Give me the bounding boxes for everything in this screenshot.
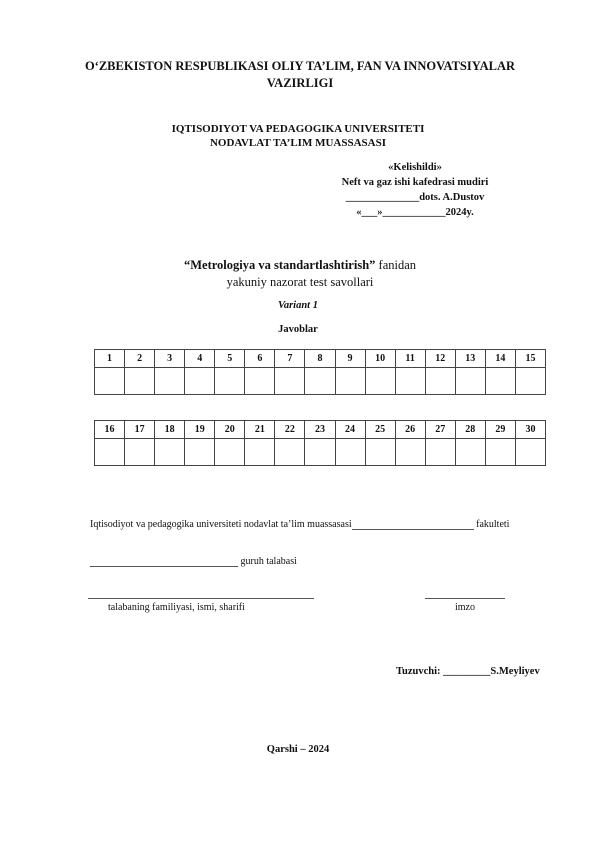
footer-place-year: Qarshi – 2024 — [266, 744, 330, 755]
answer-number-cell: 12 — [425, 350, 455, 368]
answer-input-cell[interactable] — [455, 439, 485, 466]
answer-table-2-numbers — [95, 421, 546, 439]
answer-input-cell[interactable] — [455, 368, 485, 395]
variant-label: Variant 1 — [278, 300, 318, 311]
approval-title: «Kelishildi» — [388, 162, 442, 173]
answer-table-1 — [94, 349, 546, 395]
answer-input-cell[interactable] — [515, 368, 545, 395]
answer-number-cell: 11 — [395, 350, 425, 368]
faculty-text: Iqtisodiyot va pedagogika universiteti nodavlat ta’lim muassasasi — [90, 519, 352, 530]
answer-number-cell: 17 — [125, 421, 155, 439]
answer-input-cell[interactable] — [425, 368, 455, 395]
answer-number-cell: 21 — [245, 421, 275, 439]
subject-name: “Metrologiya va standartlashtirish” — [183, 258, 376, 272]
answer-number-cell: 26 — [395, 421, 425, 439]
answer-input-cell[interactable] — [275, 368, 305, 395]
compiler-label: Tuzuvchi: — [396, 666, 441, 677]
answer-number-cell: 14 — [485, 350, 515, 368]
answer-input-cell[interactable] — [425, 439, 455, 466]
answer-number-cell: 23 — [305, 421, 335, 439]
subject-line-2: yakuniy nazorat test savollari — [226, 275, 374, 289]
answer-input-cell[interactable] — [155, 439, 185, 466]
answer-number-cell: 20 — [215, 421, 245, 439]
answer-input-cell[interactable] — [515, 439, 545, 466]
faculty-suffix: fakulteti — [476, 519, 510, 530]
answer-input-cell[interactable] — [365, 439, 395, 466]
compiler-blank: _________ — [443, 666, 491, 677]
compiler-name: S.Meyliyev — [490, 666, 540, 677]
answer-number-cell: 15 — [515, 350, 545, 368]
answer-input-cell[interactable] — [125, 368, 155, 395]
answer-input-cell[interactable] — [335, 368, 365, 395]
answer-number-cell: 4 — [185, 350, 215, 368]
answer-input-cell[interactable] — [185, 368, 215, 395]
answer-number-cell: 27 — [425, 421, 455, 439]
answer-number-cell: 28 — [455, 421, 485, 439]
answer-input-cell[interactable] — [335, 439, 365, 466]
answer-number-cell: 16 — [95, 421, 125, 439]
answer-input-cell[interactable] — [305, 368, 335, 395]
answer-input-cell[interactable] — [245, 439, 275, 466]
approval-line-3: «___»____________2024y. — [356, 207, 474, 218]
compiler-line — [396, 666, 540, 677]
faculty-line — [90, 518, 509, 530]
subject-suffix: fanidan — [375, 258, 417, 272]
approval-line-1: Neft va gaz ishi kafedrasi mudiri — [341, 177, 489, 188]
answer-input-cell[interactable] — [485, 439, 515, 466]
answer-input-cell[interactable] — [365, 368, 395, 395]
answer-number-cell: 3 — [155, 350, 185, 368]
answer-input-cell[interactable] — [95, 368, 125, 395]
answer-table-2 — [94, 420, 546, 466]
faculty-blank[interactable] — [352, 518, 474, 530]
answer-number-cell: 19 — [185, 421, 215, 439]
answer-number-cell: 7 — [275, 350, 305, 368]
subject-block — [150, 257, 450, 291]
answer-input-cell[interactable] — [155, 368, 185, 395]
answer-input-cell[interactable] — [395, 439, 425, 466]
answer-number-cell: 25 — [365, 421, 395, 439]
answer-number-cell: 1 — [95, 350, 125, 368]
answer-number-cell: 29 — [485, 421, 515, 439]
signature-blank[interactable] — [425, 598, 505, 599]
answer-input-cell[interactable] — [95, 439, 125, 466]
university-name — [0, 122, 596, 150]
answer-input-cell[interactable] — [245, 368, 275, 395]
answer-number-cell: 13 — [455, 350, 485, 368]
answer-number-cell: 18 — [155, 421, 185, 439]
answer-input-cell[interactable] — [395, 368, 425, 395]
answer-number-cell: 8 — [305, 350, 335, 368]
answer-number-cell: 22 — [275, 421, 305, 439]
group-blank[interactable] — [90, 555, 238, 567]
answer-number-cell: 6 — [245, 350, 275, 368]
answer-table-1-numbers — [95, 350, 546, 368]
ministry-title: O‘ZBEKISTON RESPUBLIKASI OLIY TA’LIM, FAN VA INNOVATSIYALAR VAZIRLIGI — [84, 59, 516, 90]
student-name-label: talabaning familiyasi, ismi, sharifi — [108, 602, 245, 613]
answer-table-2-answers — [95, 439, 546, 466]
answer-input-cell[interactable] — [215, 439, 245, 466]
student-name-blank[interactable] — [88, 598, 314, 599]
answer-input-cell[interactable] — [275, 439, 305, 466]
approval-line-2: ______________dots. A.Dustov — [345, 192, 485, 203]
answer-input-cell[interactable] — [125, 439, 155, 466]
university-line-1: IQTISODIYOT VA PEDAGOGIKA UNIVERSITETI — [171, 123, 425, 135]
signature-label: imzo — [455, 602, 475, 613]
approval-block — [320, 160, 510, 220]
answer-input-cell[interactable] — [215, 368, 245, 395]
answer-input-cell[interactable] — [185, 439, 215, 466]
answer-input-cell[interactable] — [305, 439, 335, 466]
answers-label: Javoblar — [278, 324, 318, 335]
answer-number-cell: 24 — [335, 421, 365, 439]
answer-number-cell: 10 — [365, 350, 395, 368]
answer-number-cell: 9 — [335, 350, 365, 368]
answer-number-cell: 30 — [515, 421, 545, 439]
answer-number-cell: 5 — [215, 350, 245, 368]
answer-table-1-answers — [95, 368, 546, 395]
answer-number-cell: 2 — [125, 350, 155, 368]
group-line — [90, 555, 297, 567]
university-line-2: NODAVLAT TA’LIM MUASSASASI — [209, 137, 387, 149]
group-suffix: guruh talabasi — [240, 556, 297, 567]
answer-input-cell[interactable] — [485, 368, 515, 395]
